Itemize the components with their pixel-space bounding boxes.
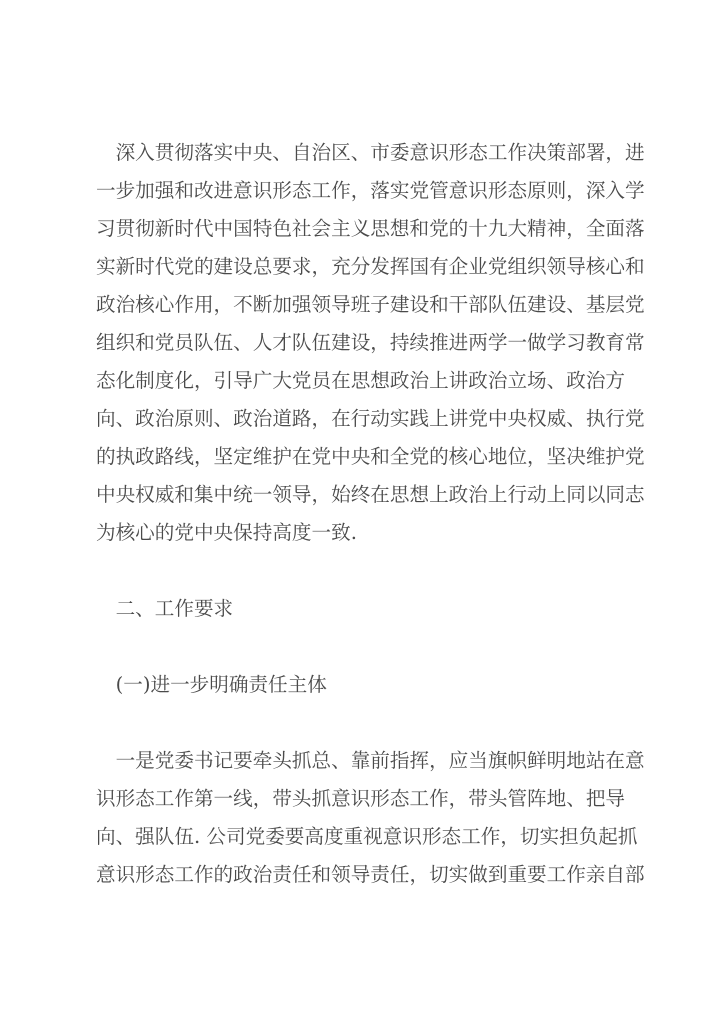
text-line: 意识形态工作的政治责任和领导责任，切实做到重要工作亲自部 — [96, 863, 645, 886]
paragraph-2 — [96, 742, 645, 894]
text-line: 态化制度化，引导广大党员在思想政治上讲政治立场、政治方 — [96, 369, 626, 392]
section-heading: 二、工作要求 — [115, 597, 234, 620]
text-line: 向、政治原则、政治道路，在行动实践上讲党中央权威、执行党 — [96, 407, 645, 430]
text-line: 一步加强和改进意识形态工作，落实党管意识形态原则，深入学 — [96, 179, 645, 202]
text-line: 深入贯彻落实中央、自治区、市委意识形态工作决策部署，进 — [115, 141, 645, 164]
text-line: 组织和党员队伍、人才队伍建设，持续推进两学一做学习教育常 — [96, 331, 645, 354]
text-line: 向、强队伍. 公司党委要高度重视意识形态工作，切实担负起抓 — [96, 825, 638, 848]
text-line: 中央权威和集中统一领导，始终在思想上政治上行动上同以同志 — [96, 483, 645, 506]
text-line: 习贯彻新时代中国特色社会主义思想和党的十九大精神，全面落 — [96, 217, 645, 240]
subsection-heading: (一)进一步明确责任主体 — [115, 673, 327, 696]
paragraph-1 — [96, 134, 645, 552]
text-line: 为核心的党中央保持高度一致. — [96, 521, 357, 544]
text-line: 的执政路线，坚定维护在党中央和全党的核心地位，坚决维护党 — [96, 445, 645, 468]
text-line: 政治核心作用，不断加强领导班子建设和干部队伍建设、基层党 — [96, 293, 645, 316]
text-line: 一是党委书记要牵头抓总、靠前指挥，应当旗帜鲜明地站在意 — [115, 749, 645, 772]
document-content — [96, 134, 645, 894]
text-line: 识形态工作第一线，带头抓意识形态工作，带头管阵地、把导 — [96, 787, 626, 810]
text-line: 实新时代党的建设总要求，充分发挥国有企业党组织领导核心和 — [96, 255, 645, 278]
